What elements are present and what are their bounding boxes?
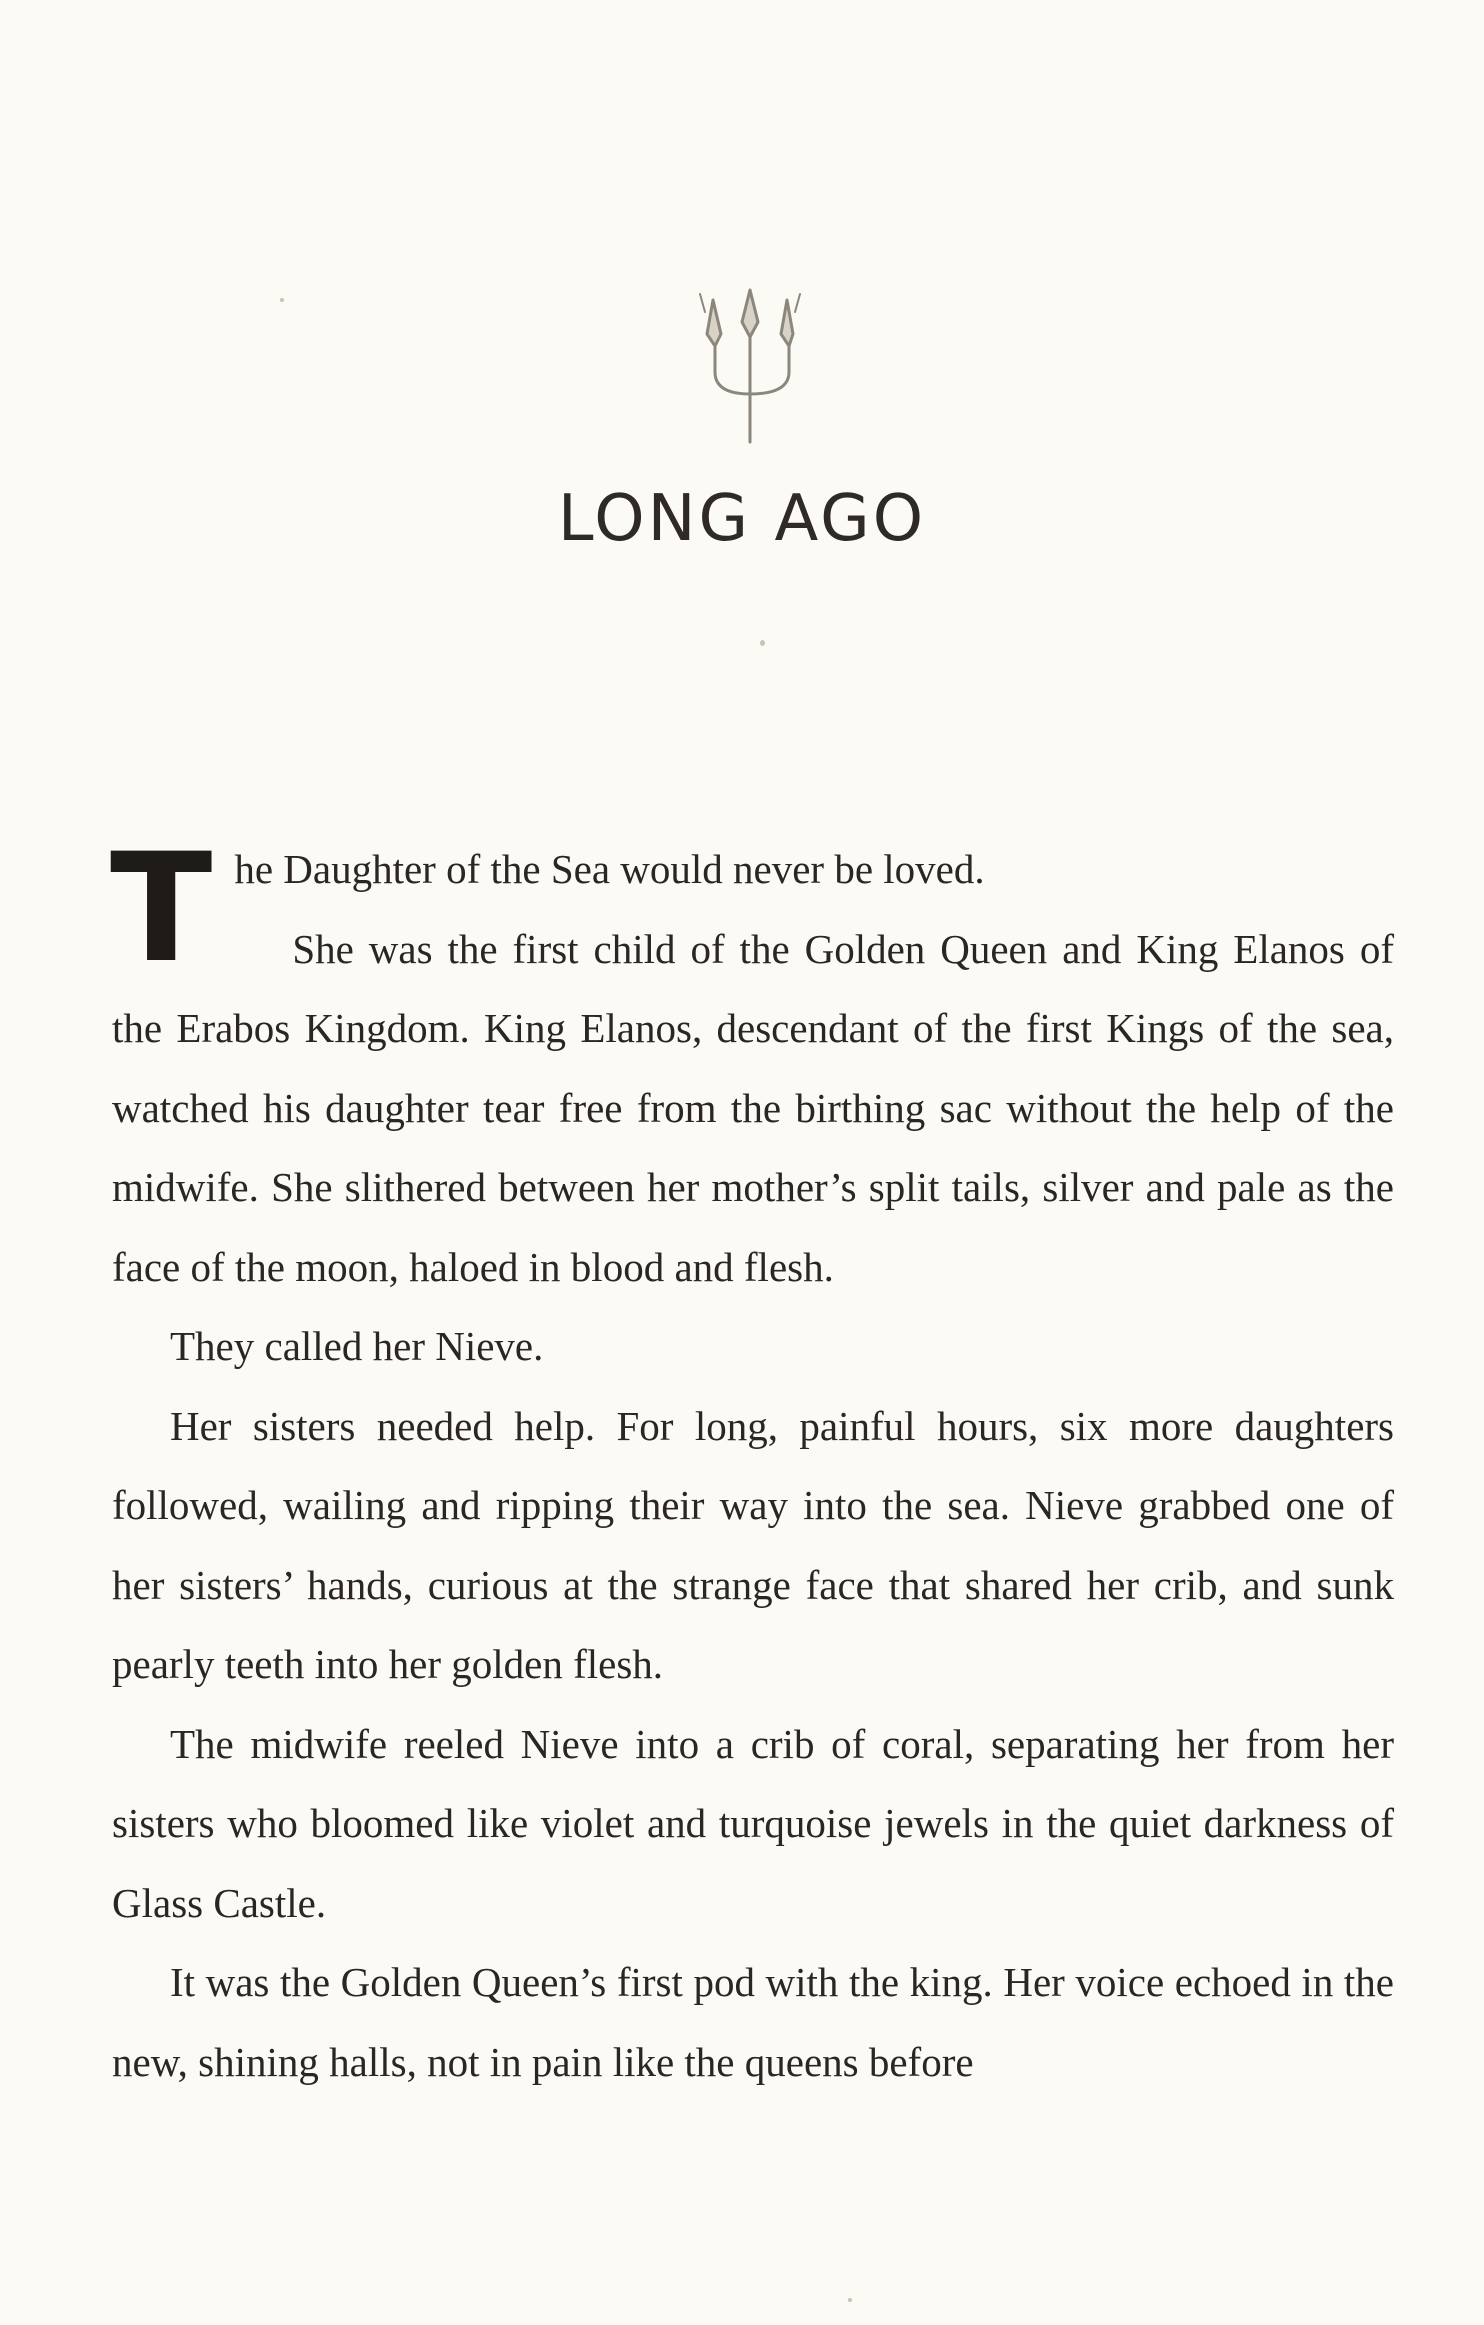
paragraph: She was the first child of the Golden Queen and King Elanos of the Erabos Kingdom. King Elanos, descendant of the first Kings of the sea, watched his daughter tear free from the birthing sac without the help of the midwife. She slithered between her mother’s split tails, silver and pale as the face of the moon, haloed in blood and flesh. (112, 925, 1394, 1290)
trident-icon (695, 282, 805, 452)
paragraph: They called her Nieve. (170, 1323, 544, 1369)
chapter-body (110, 822, 1394, 2102)
paper-speck (760, 640, 765, 646)
drop-cap: T (110, 822, 213, 996)
chapter-title: LONG AGO (557, 482, 927, 556)
paper-speck (280, 298, 284, 302)
paragraph: It was the Golden Queen’s first pod with the king. Her voice echoed in the new, shining halls, not in pain like the queens before (112, 1959, 1394, 2085)
paragraph: The midwife reeled Nieve into a crib of coral, separating her from her sisters who bloomed like violet and turquoise jewels in the quiet darkness of Glass Castle. (112, 1720, 1394, 1926)
paper-speck (848, 2298, 852, 2302)
paragraph-text: he Daughter of the Sea would never be loved. (234, 846, 985, 892)
paragraph (110, 822, 1394, 996)
paragraph: Her sisters needed help. For long, painful hours, six more daughters followed, wailing and ripping their way into the sea. Nieve grabbed one of her sisters’ hands, curious at the strange face that shared her crib, and sunk pearly teeth into her golden flesh. (112, 1402, 1394, 1687)
